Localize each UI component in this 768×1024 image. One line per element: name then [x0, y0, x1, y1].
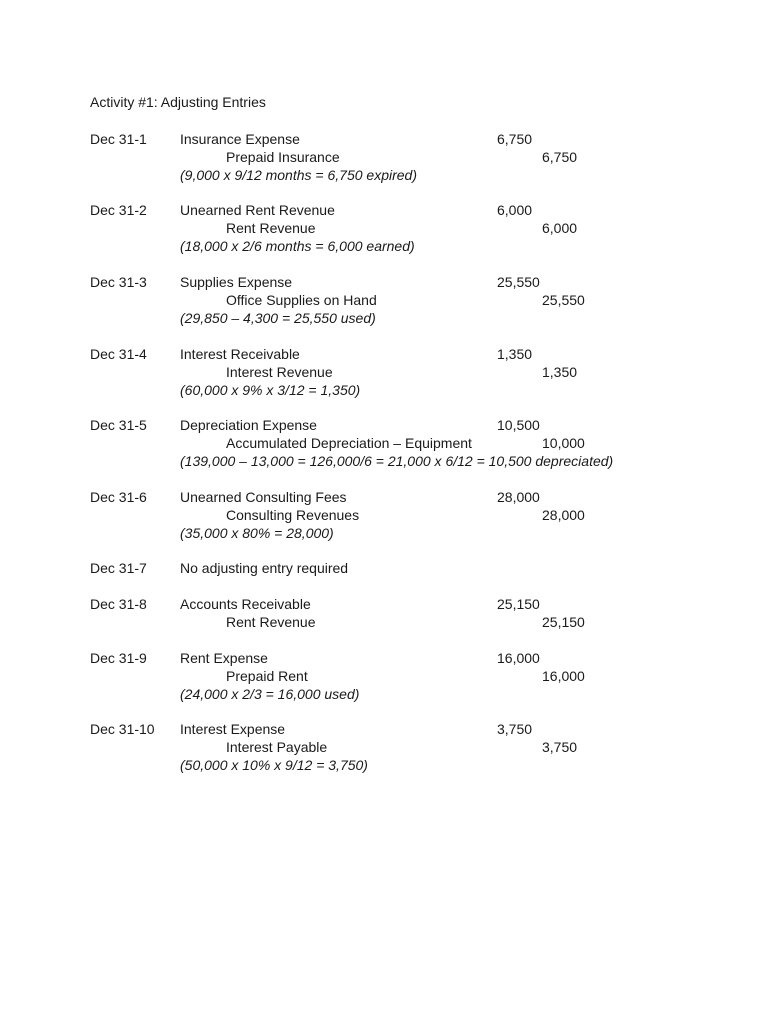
credit-account: Prepaid Rent	[226, 668, 308, 684]
credit-line	[0, 667, 768, 685]
credit-account: Rent Revenue	[226, 220, 316, 236]
debit-amount: 25,550	[497, 274, 540, 290]
journal-entry	[0, 595, 768, 631]
journal-entry	[0, 201, 768, 255]
debit-amount: 25,150	[497, 596, 540, 612]
entry-note: (60,000 x 9% x 3/12 = 1,350)	[180, 382, 361, 398]
journal-entry	[0, 649, 768, 703]
entry-date: Dec 31-2	[90, 202, 147, 218]
debit-amount: 6,000	[497, 202, 533, 218]
entry-note: (139,000 – 13,000 = 126,000/6 = 21,000 x 6/12 = 10,500 depreciated)	[180, 453, 614, 469]
debit-line	[0, 720, 768, 738]
entry-date: Dec 31-4	[90, 346, 147, 362]
entry-note: (29,850 – 4,300 = 25,550 used)	[180, 310, 376, 326]
credit-amount: 6,000	[542, 220, 578, 236]
credit-line	[0, 219, 768, 237]
credit-line	[0, 148, 768, 166]
credit-line	[0, 613, 768, 631]
journal-entry	[0, 345, 768, 399]
journal-entry	[0, 488, 768, 542]
note-line	[0, 237, 768, 255]
credit-amount: 10,000	[542, 435, 585, 451]
credit-account: Interest Payable	[226, 739, 328, 755]
credit-amount: 1,350	[542, 364, 578, 380]
credit-account: Office Supplies on Hand	[226, 292, 377, 308]
document-title: Activity #1: Adjusting Entries	[90, 94, 266, 110]
credit-line	[0, 291, 768, 309]
credit-account: Consulting Revenues	[226, 507, 360, 523]
debit-amount: 6,750	[497, 131, 533, 147]
credit-line	[0, 738, 768, 756]
note-line	[0, 381, 768, 399]
debit-amount: 3,750	[497, 721, 533, 737]
entry-date: Dec 31-6	[90, 489, 147, 505]
entry-text: No adjusting entry required	[180, 560, 349, 576]
entry-date: Dec 31-10	[90, 721, 155, 737]
entry-date: Dec 31-1	[90, 131, 147, 147]
debit-line	[0, 201, 768, 219]
entry-date: Dec 31-3	[90, 274, 147, 290]
note-line	[0, 166, 768, 184]
debit-amount: 1,350	[497, 346, 533, 362]
credit-line	[0, 506, 768, 524]
entry-note: (24,000 x 2/3 = 16,000 used)	[180, 686, 360, 702]
debit-line	[0, 559, 768, 577]
debit-amount: 16,000	[497, 650, 540, 666]
debit-line	[0, 488, 768, 506]
credit-line	[0, 434, 768, 452]
debit-account: Depreciation Expense	[180, 417, 317, 433]
debit-line	[0, 130, 768, 148]
entry-note: (35,000 x 80% = 28,000)	[180, 525, 334, 541]
debit-account: Insurance Expense	[180, 131, 300, 147]
credit-amount: 16,000	[542, 668, 585, 684]
note-line	[0, 309, 768, 327]
entry-note: (50,000 x 10% x 9/12 = 3,750)	[180, 757, 368, 773]
credit-amount: 3,750	[542, 739, 578, 755]
credit-amount: 25,550	[542, 292, 585, 308]
debit-account: Interest Receivable	[180, 346, 300, 362]
journal-entry	[0, 720, 768, 774]
entry-date: Dec 31-9	[90, 650, 147, 666]
journal-entry	[0, 130, 768, 184]
entry-date: Dec 31-8	[90, 596, 147, 612]
credit-account: Interest Revenue	[226, 364, 333, 380]
debit-line	[0, 345, 768, 363]
debit-account: Interest Expense	[180, 721, 286, 737]
debit-line	[0, 273, 768, 291]
note-line	[0, 524, 768, 542]
note-line	[0, 685, 768, 703]
debit-account: Unearned Rent Revenue	[180, 202, 335, 218]
debit-line	[0, 595, 768, 613]
journal-entry	[0, 416, 768, 470]
note-line	[0, 452, 768, 470]
note-line	[0, 756, 768, 774]
journal-entry	[0, 559, 768, 577]
debit-line	[0, 416, 768, 434]
credit-amount: 6,750	[542, 149, 578, 165]
debit-amount: 28,000	[497, 489, 540, 505]
debit-line	[0, 649, 768, 667]
credit-account: Accumulated Depreciation – Equipment	[226, 435, 472, 451]
entry-date: Dec 31-5	[90, 417, 147, 433]
debit-account: Unearned Consulting Fees	[180, 489, 347, 505]
credit-amount: 25,150	[542, 614, 585, 630]
credit-amount: 28,000	[542, 507, 585, 523]
journal-entry	[0, 273, 768, 327]
credit-account: Rent Revenue	[226, 614, 316, 630]
debit-account: Rent Expense	[180, 650, 268, 666]
entry-note: (18,000 x 2/6 months = 6,000 earned)	[180, 238, 415, 254]
credit-line	[0, 363, 768, 381]
entry-note: (9,000 x 9/12 months = 6,750 expired)	[180, 167, 417, 183]
entry-date: Dec 31-7	[90, 560, 147, 576]
debit-amount: 10,500	[497, 417, 540, 433]
debit-account: Accounts Receivable	[180, 596, 311, 612]
debit-account: Supplies Expense	[180, 274, 293, 290]
credit-account: Prepaid Insurance	[226, 149, 340, 165]
